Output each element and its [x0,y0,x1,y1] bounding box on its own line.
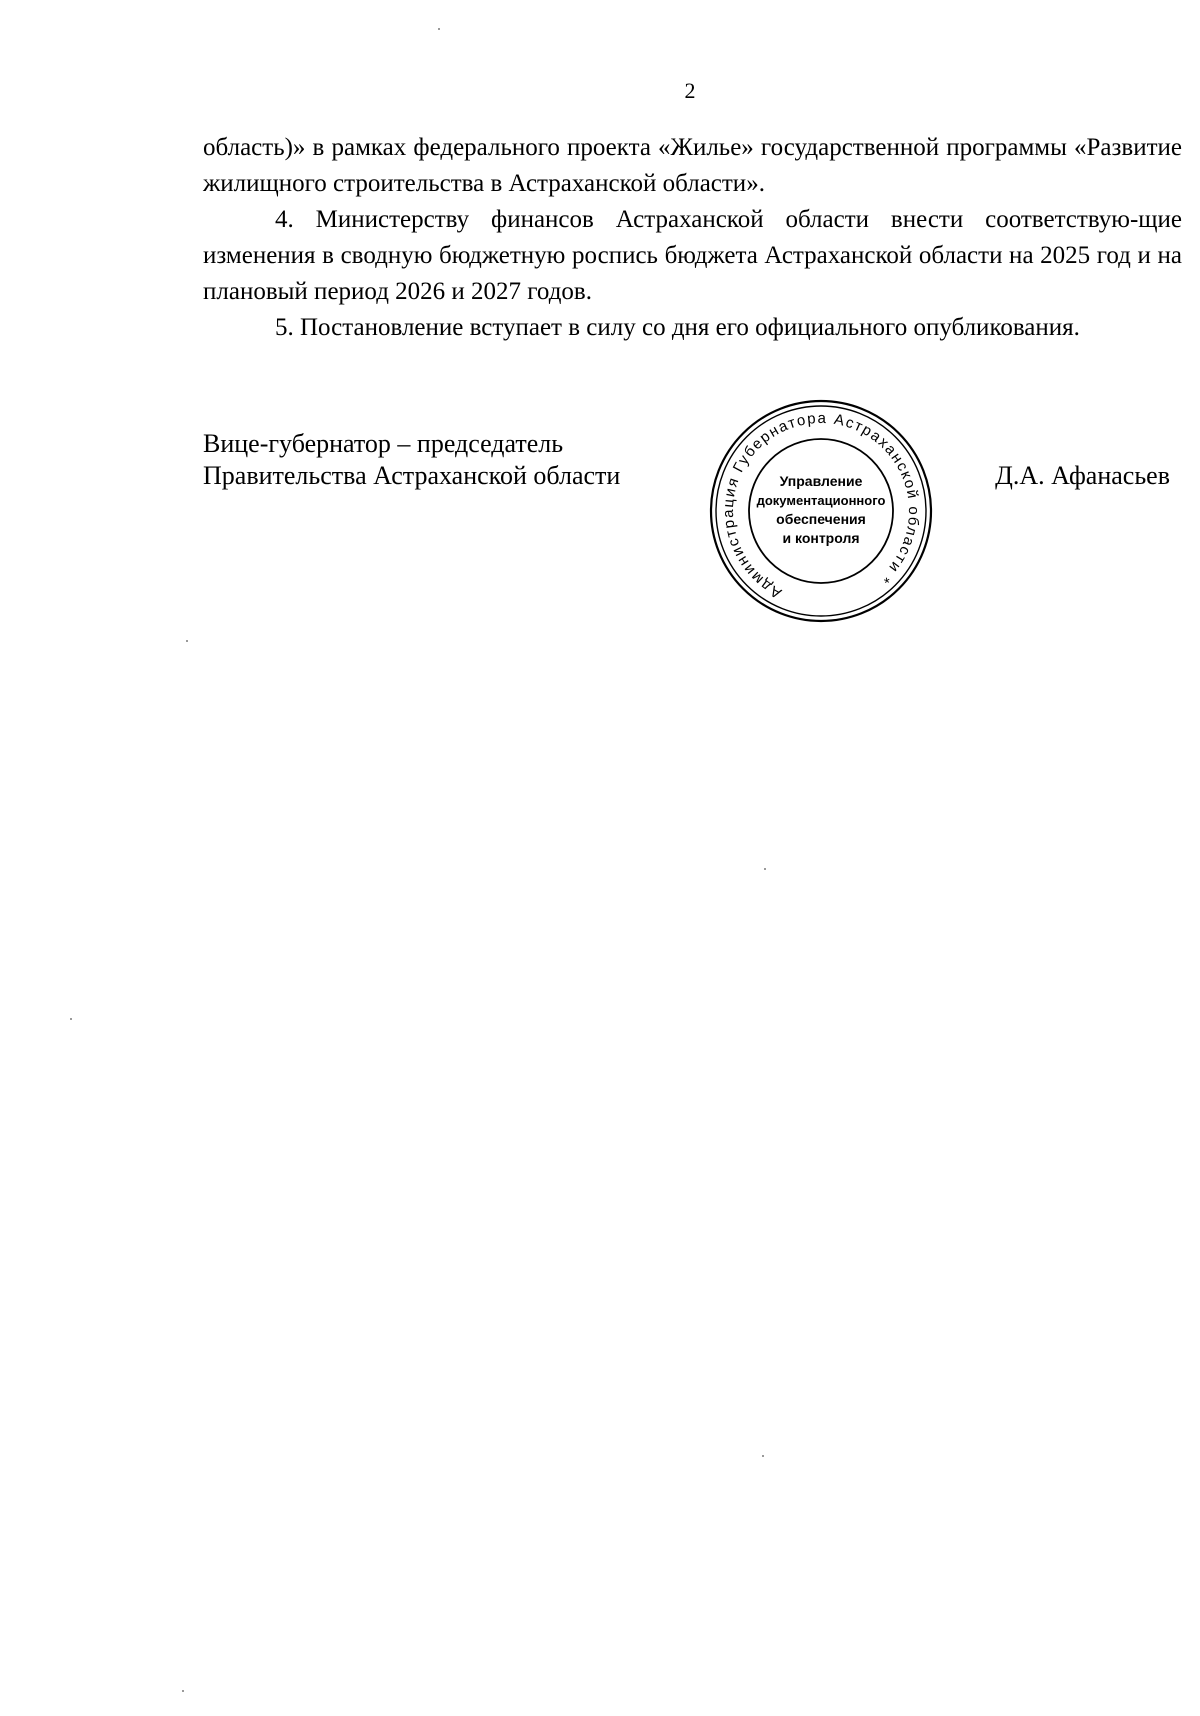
paragraph-item-5: 5. Постановление вступает в силу со дня его официального опубликования. [275,314,1080,341]
scan-speck [764,868,766,870]
seal-center-line-2: документационного [756,493,886,508]
seal-center-line-4: и контроля [782,530,860,546]
scan-speck [70,1018,72,1020]
scan-speck [186,640,188,642]
scan-speck [762,1455,764,1457]
seal-center-line-3: обеспечения [776,511,866,527]
paragraph-item-4: 4. Министерству финансов Астраханской области внести соответствую-щие изменения в сводную бюджетную роспись бюджета Астраханской области на 2025 год и на плановый период 2026 и 2027 годов. [203,206,1182,305]
scan-speck [438,28,440,30]
signatory-position [203,428,620,492]
seal-ring-text: Администрация Губернатора Астраханской области * [719,409,923,602]
seal-center-line-1: Управление [779,473,863,489]
scan-speck [182,1690,184,1692]
signatory-position-line-2: Правительства Астраханской области [203,461,621,490]
signatory-name: Д.А. Афанасьев [995,461,1170,490]
official-seal [708,398,934,624]
document-body [203,130,1182,346]
page-number: 2 [684,78,696,103]
paragraph-continuation: область)» в рамках федерального проекта «Жилье» государственной программы «Развитие жилищного строительства в Астраханской области». [203,134,1182,197]
signatory-position-line-1: Вице-губернатор – председатель [203,429,564,458]
